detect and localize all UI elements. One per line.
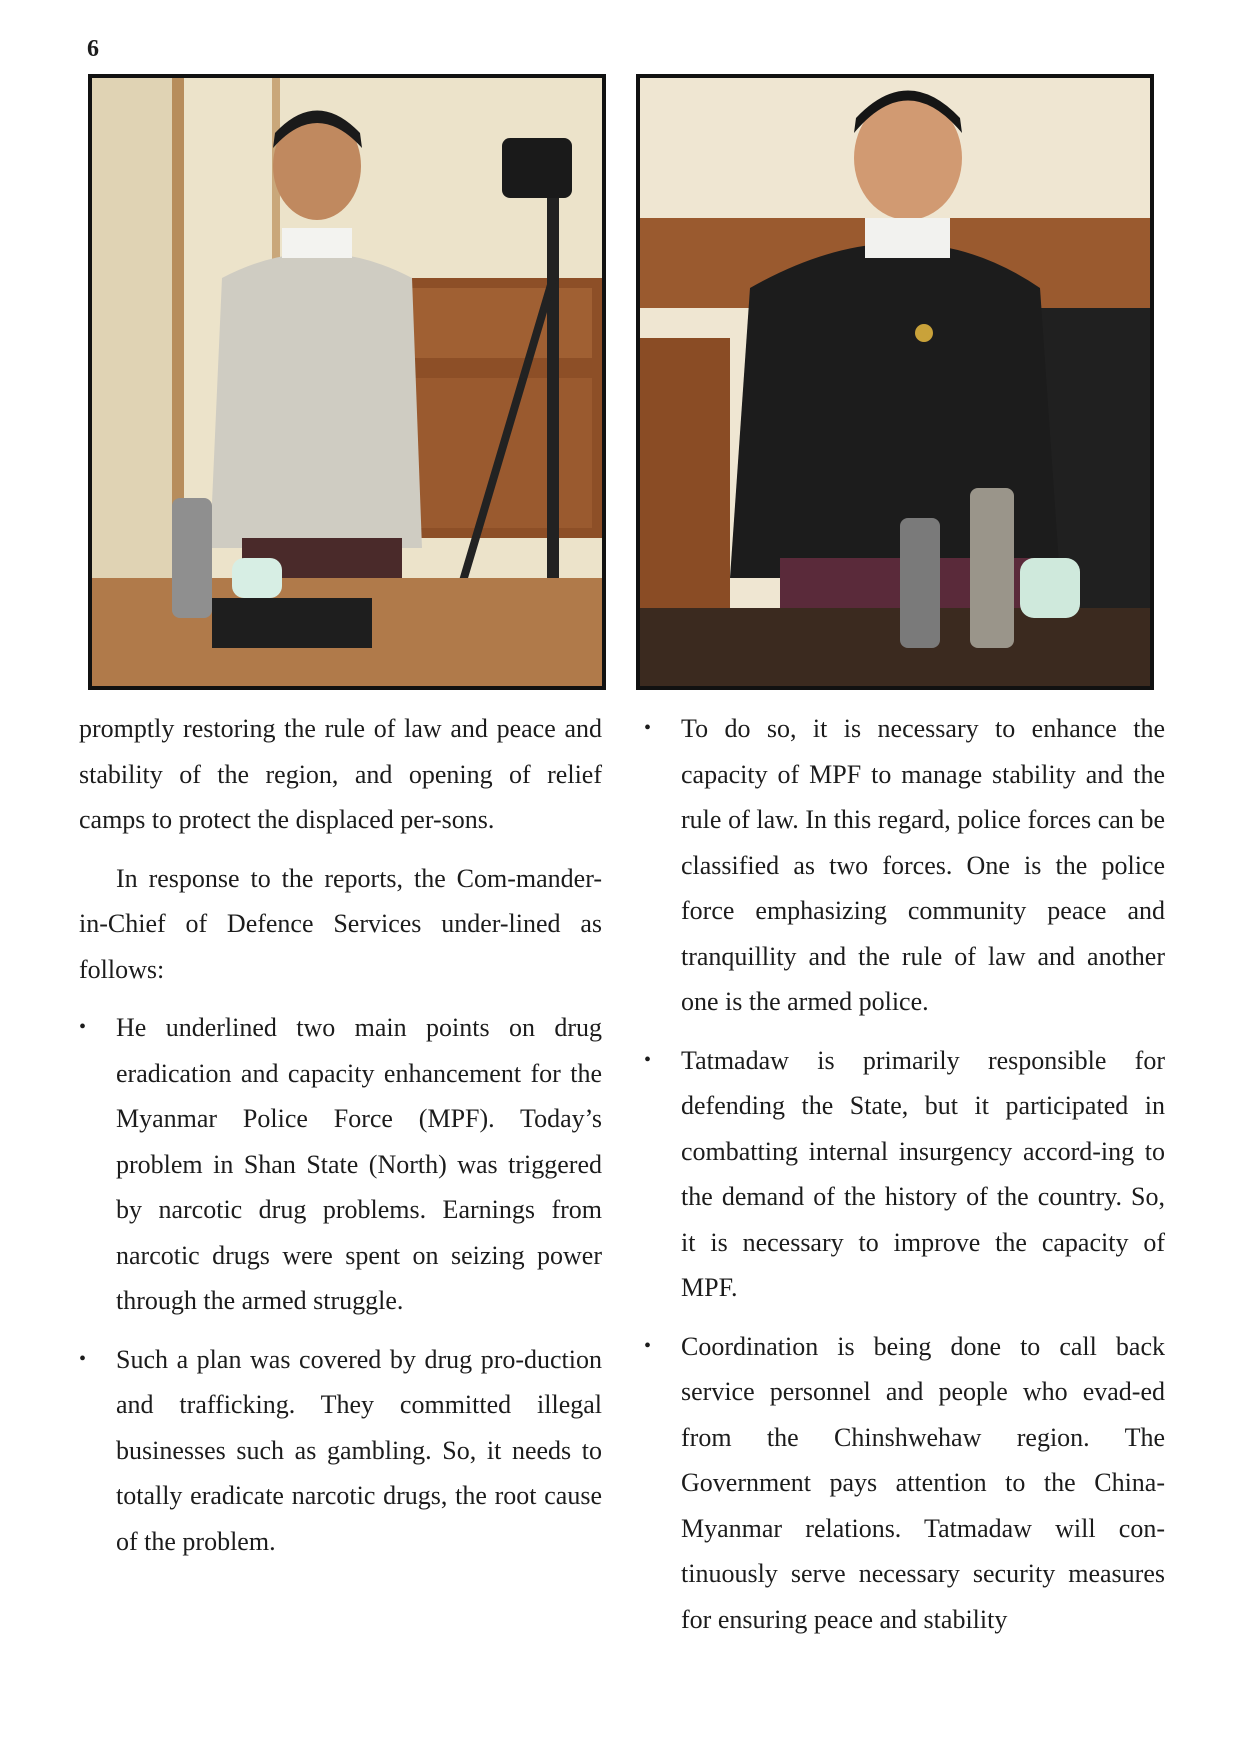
bullet-icon: • (79, 1016, 87, 1038)
left-text-column (79, 706, 602, 1564)
paragraph: promptly restoring the rule of law and peace and stability of the region, and opening of relief camps to protect the displaced per-sons. (79, 714, 602, 834)
list-item-text: To do so, it is necessary to enhance the capacity of MPF to manage stability and the rule of law. In this regard, police forces can be classified as two forces. One is the police force emphasizing community peace and tranquillity and the rule of law and another one is the armed police. (681, 714, 1165, 1016)
list-item-text: He underlined two main points on drug eradication and capacity enhancement for the Myanmar Police Force (MPF). Today’s problem in Shan State (North) was triggered by narcotic drug problems. Earnings from narcotic drugs were spent on seizing power through the armed struggle. (116, 1013, 602, 1315)
bullet-icon: • (644, 1048, 652, 1071)
right-text-column (644, 706, 1165, 1642)
list-item-text: Such a plan was covered by drug pro-duction and trafficking. They committed illegal businesses such as gambling. So, it needs to totally eradicate narcotic drugs, the root cause of the problem. (116, 1344, 602, 1556)
list-item-text: Coordination is being done to call back service personnel and people who evad-ed from the Chinshwehaw region. The Government pays attention to the China-Myanmar relations. Tatmadaw will con-tinuously serve necessary security measures for ensuring peace and stability (681, 1331, 1165, 1634)
photo-right-image (640, 78, 1150, 686)
list-item (79, 1337, 602, 1565)
list-item (79, 1005, 602, 1324)
bullet-list (644, 706, 1165, 1642)
bullet-icon: • (79, 1347, 87, 1370)
bullet-icon: • (644, 1334, 652, 1357)
bullet-icon: • (644, 717, 652, 739)
photo-left-image (92, 78, 602, 686)
page-number: 6 (87, 36, 99, 62)
paragraph: In response to the reports, the Com-mander-in-Chief of Defence Services under-lined as follows: (79, 863, 602, 984)
photo-right (636, 74, 1154, 690)
list-item-text: Tatmadaw is primarily responsible for defending the State, but it participated in combatting internal insurgency accord-ing to the demand of the history of the country. So, it is necessary to improve the capacity of MPF. (681, 1045, 1165, 1302)
list-item (644, 706, 1165, 1025)
photo-left (88, 74, 606, 690)
bullet-list (79, 1005, 602, 1564)
list-item (644, 1324, 1165, 1643)
list-item (644, 1038, 1165, 1311)
